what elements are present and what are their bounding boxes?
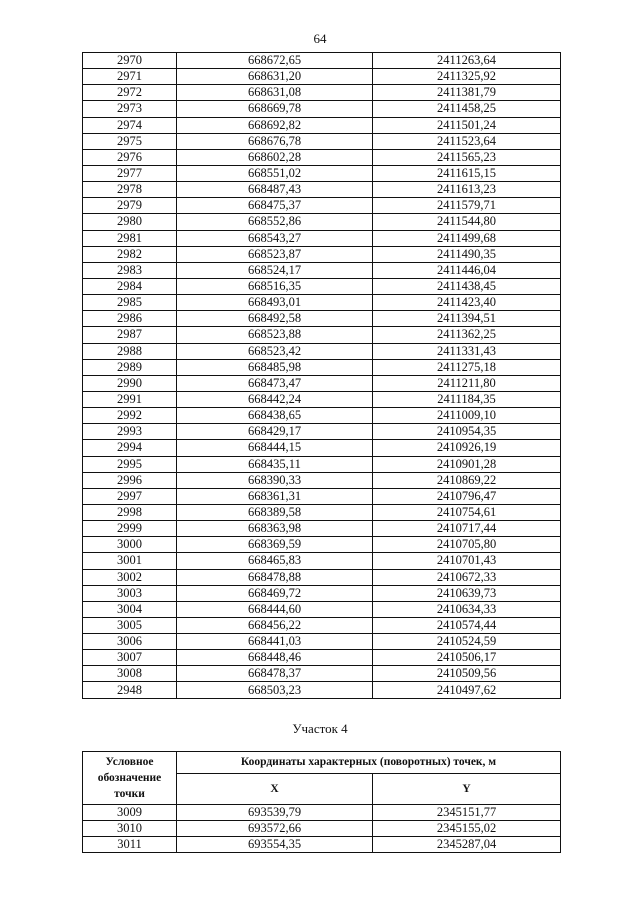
section-table-header xyxy=(83,752,561,805)
table-row xyxy=(83,359,561,375)
table-row xyxy=(83,69,561,85)
table-row xyxy=(83,650,561,666)
y-coordinate-cell: 2411381,79 xyxy=(373,85,561,101)
table-row xyxy=(83,117,561,133)
point-number-cell: 2971 xyxy=(83,69,177,85)
point-number-cell: 2999 xyxy=(83,521,177,537)
table-row xyxy=(83,165,561,181)
table-row xyxy=(83,537,561,553)
x-coordinate-cell: 668493,01 xyxy=(177,295,373,311)
x-coordinate-cell: 668473,47 xyxy=(177,375,373,391)
y-coordinate-cell: 2410717,44 xyxy=(373,521,561,537)
y-coordinate-cell: 2411394,51 xyxy=(373,311,561,327)
point-number-cell: 2996 xyxy=(83,472,177,488)
table-row xyxy=(83,805,561,821)
y-coordinate-cell: 2411501,24 xyxy=(373,117,561,133)
table-row xyxy=(83,821,561,837)
table-row xyxy=(83,295,561,311)
point-number-cell: 2972 xyxy=(83,85,177,101)
table-row xyxy=(83,214,561,230)
point-number-cell: 2986 xyxy=(83,311,177,327)
table-row xyxy=(83,149,561,165)
point-number-cell: 2990 xyxy=(83,375,177,391)
point-number-cell: 2976 xyxy=(83,149,177,165)
y-coordinate-cell: 2411544,80 xyxy=(373,214,561,230)
y-coordinate-cell: 2410701,43 xyxy=(373,553,561,569)
table-row xyxy=(83,837,561,853)
table-row xyxy=(83,246,561,262)
point-number-cell: 2984 xyxy=(83,278,177,294)
y-coordinate-cell: 2411565,23 xyxy=(373,149,561,165)
y-coordinate-cell: 2345151,77 xyxy=(373,805,561,821)
y-coordinate-cell: 2410954,35 xyxy=(373,424,561,440)
table-row xyxy=(83,472,561,488)
x-coordinate-cell: 668523,42 xyxy=(177,343,373,359)
point-number-cell: 2973 xyxy=(83,101,177,117)
point-number-cell: 2998 xyxy=(83,504,177,520)
y-coordinate-cell: 2410506,17 xyxy=(373,650,561,666)
y-coordinate-cell: 2411184,35 xyxy=(373,391,561,407)
point-number-cell: 2979 xyxy=(83,198,177,214)
y-coordinate-cell: 2410901,28 xyxy=(373,456,561,472)
point-number-cell: 3005 xyxy=(83,617,177,633)
point-number-cell: 2988 xyxy=(83,343,177,359)
x-coordinate-cell: 668523,88 xyxy=(177,327,373,343)
table-row xyxy=(83,182,561,198)
table-row xyxy=(83,682,561,698)
table-row xyxy=(83,53,561,69)
y-coordinate-cell: 2411499,68 xyxy=(373,230,561,246)
x-coordinate-cell: 668469,72 xyxy=(177,585,373,601)
y-coordinate-cell: 2411615,15 xyxy=(373,165,561,181)
y-coordinate-cell: 2411446,04 xyxy=(373,262,561,278)
point-number-cell: 2989 xyxy=(83,359,177,375)
x-coordinate-cell: 668429,17 xyxy=(177,424,373,440)
y-coordinate-cell: 2410672,33 xyxy=(373,569,561,585)
table-row xyxy=(83,262,561,278)
table-row xyxy=(83,634,561,650)
page-number: 64 xyxy=(313,31,327,46)
x-coordinate-cell: 693554,35 xyxy=(177,837,373,853)
table-row xyxy=(83,343,561,359)
point-number-cell: 2974 xyxy=(83,117,177,133)
x-coordinate-cell: 668602,28 xyxy=(177,149,373,165)
section-table-body xyxy=(83,805,561,853)
x-coordinate-cell: 668672,65 xyxy=(177,53,373,69)
x-coordinate-cell: 668631,08 xyxy=(177,85,373,101)
x-coordinate-cell: 693539,79 xyxy=(177,805,373,821)
y-coordinate-cell: 2411211,80 xyxy=(373,375,561,391)
y-coordinate-cell: 2410524,59 xyxy=(373,634,561,650)
x-coordinate-cell: 668363,98 xyxy=(177,521,373,537)
y-coordinate-cell: 2410754,61 xyxy=(373,504,561,520)
x-coordinate-cell: 668552,86 xyxy=(177,214,373,230)
x-coordinate-cell: 668478,37 xyxy=(177,666,373,682)
table-row xyxy=(83,278,561,294)
x-coordinate-cell: 668389,58 xyxy=(177,504,373,520)
table-row xyxy=(83,101,561,117)
point-number-cell: 2985 xyxy=(83,295,177,311)
y-coordinate-cell: 2411458,25 xyxy=(373,101,561,117)
x-coordinate-cell: 668465,83 xyxy=(177,553,373,569)
point-number-cell: 2978 xyxy=(83,182,177,198)
table-row xyxy=(83,311,561,327)
point-number-cell: 3000 xyxy=(83,537,177,553)
x-column-header: X xyxy=(177,774,373,805)
point-number-cell: 2987 xyxy=(83,327,177,343)
x-coordinate-cell: 668492,58 xyxy=(177,311,373,327)
y-coordinate-cell: 2411009,10 xyxy=(373,408,561,424)
y-coordinate-cell: 2410869,22 xyxy=(373,472,561,488)
table-row xyxy=(83,601,561,617)
table-row xyxy=(83,585,561,601)
table-row xyxy=(83,327,561,343)
point-number-cell: 2997 xyxy=(83,488,177,504)
x-coordinate-cell: 668524,17 xyxy=(177,262,373,278)
point-number-cell: 3008 xyxy=(83,666,177,682)
point-number-cell: 2995 xyxy=(83,456,177,472)
y-coordinate-cell: 2411490,35 xyxy=(373,246,561,262)
y-coordinate-cell: 2411523,64 xyxy=(373,133,561,149)
y-coordinate-cell: 2411325,92 xyxy=(373,69,561,85)
x-coordinate-cell: 668438,65 xyxy=(177,408,373,424)
table-row xyxy=(83,617,561,633)
y-coordinate-cell: 2345287,04 xyxy=(373,837,561,853)
point-number-cell: 3003 xyxy=(83,585,177,601)
x-coordinate-cell: 668475,37 xyxy=(177,198,373,214)
point-number-cell: 2982 xyxy=(83,246,177,262)
table-row xyxy=(83,521,561,537)
point-number-cell: 3009 xyxy=(83,805,177,821)
coords-header: Координаты характерных (поворотных) точек, м xyxy=(177,752,561,774)
y-coordinate-cell: 2410497,62 xyxy=(373,682,561,698)
point-number-cell: 2970 xyxy=(83,53,177,69)
x-coordinate-cell: 668390,33 xyxy=(177,472,373,488)
coordinates-table-body xyxy=(83,53,561,699)
y-coordinate-cell: 2410705,80 xyxy=(373,537,561,553)
table-row xyxy=(83,440,561,456)
section-title: Участок 4 xyxy=(292,721,348,736)
table-row xyxy=(83,553,561,569)
point-number-cell: 2981 xyxy=(83,230,177,246)
point-number-cell: 3002 xyxy=(83,569,177,585)
point-number-cell: 2980 xyxy=(83,214,177,230)
table-row xyxy=(83,230,561,246)
x-coordinate-cell: 668435,11 xyxy=(177,456,373,472)
x-coordinate-cell: 668543,27 xyxy=(177,230,373,246)
x-coordinate-cell: 668361,31 xyxy=(177,488,373,504)
coordinates-table xyxy=(82,52,561,699)
point-number-cell: 2977 xyxy=(83,165,177,181)
point-number-cell: 2948 xyxy=(83,682,177,698)
point-number-cell: 2983 xyxy=(83,262,177,278)
x-coordinate-cell: 668487,43 xyxy=(177,182,373,198)
table-row xyxy=(83,569,561,585)
x-coordinate-cell: 668516,35 xyxy=(177,278,373,294)
x-coordinate-cell: 668523,87 xyxy=(177,246,373,262)
table-row xyxy=(83,375,561,391)
x-coordinate-cell: 668442,24 xyxy=(177,391,373,407)
y-coordinate-cell: 2411275,18 xyxy=(373,359,561,375)
x-coordinate-cell: 668692,82 xyxy=(177,117,373,133)
x-coordinate-cell: 668369,59 xyxy=(177,537,373,553)
point-number-cell: 3006 xyxy=(83,634,177,650)
table-row xyxy=(83,666,561,682)
table-row xyxy=(83,456,561,472)
y-coordinate-cell: 2411613,23 xyxy=(373,182,561,198)
x-coordinate-cell: 668456,22 xyxy=(177,617,373,633)
y-coordinate-cell: 2410574,44 xyxy=(373,617,561,633)
x-coordinate-cell: 668441,03 xyxy=(177,634,373,650)
point-number-cell: 3010 xyxy=(83,821,177,837)
y-coordinate-cell: 2411438,45 xyxy=(373,278,561,294)
table-row xyxy=(83,488,561,504)
table-row xyxy=(83,424,561,440)
table-row xyxy=(83,85,561,101)
x-coordinate-cell: 668478,88 xyxy=(177,569,373,585)
x-coordinate-cell: 668631,20 xyxy=(177,69,373,85)
point-label-header: Условное обозначение точки xyxy=(83,752,177,805)
point-number-cell: 2991 xyxy=(83,391,177,407)
x-coordinate-cell: 668448,46 xyxy=(177,650,373,666)
y-coordinate-cell: 2410796,47 xyxy=(373,488,561,504)
y-coordinate-cell: 2411331,43 xyxy=(373,343,561,359)
y-coordinate-cell: 2410926,19 xyxy=(373,440,561,456)
x-coordinate-cell: 668503,23 xyxy=(177,682,373,698)
point-number-cell: 3007 xyxy=(83,650,177,666)
y-coordinate-cell: 2411423,40 xyxy=(373,295,561,311)
point-number-cell: 3001 xyxy=(83,553,177,569)
point-number-cell: 2992 xyxy=(83,408,177,424)
section-coordinates-table xyxy=(82,751,561,853)
x-coordinate-cell: 668669,78 xyxy=(177,101,373,117)
x-coordinate-cell: 668551,02 xyxy=(177,165,373,181)
table-row xyxy=(83,408,561,424)
point-number-cell: 3011 xyxy=(83,837,177,853)
y-coordinate-cell: 2410639,73 xyxy=(373,585,561,601)
y-coordinate-cell: 2410634,33 xyxy=(373,601,561,617)
table-row xyxy=(83,133,561,149)
table-row xyxy=(83,391,561,407)
point-number-cell: 3004 xyxy=(83,601,177,617)
y-coordinate-cell: 2345155,02 xyxy=(373,821,561,837)
table-row xyxy=(83,198,561,214)
y-coordinate-cell: 2411263,64 xyxy=(373,53,561,69)
x-coordinate-cell: 693572,66 xyxy=(177,821,373,837)
point-number-cell: 2993 xyxy=(83,424,177,440)
y-coordinate-cell: 2410509,56 xyxy=(373,666,561,682)
table-row xyxy=(83,504,561,520)
y-coordinate-cell: 2411362,25 xyxy=(373,327,561,343)
point-number-cell: 2994 xyxy=(83,440,177,456)
x-coordinate-cell: 668676,78 xyxy=(177,133,373,149)
y-coordinate-cell: 2411579,71 xyxy=(373,198,561,214)
y-column-header: Y xyxy=(373,774,561,805)
x-coordinate-cell: 668485,98 xyxy=(177,359,373,375)
x-coordinate-cell: 668444,60 xyxy=(177,601,373,617)
x-coordinate-cell: 668444,15 xyxy=(177,440,373,456)
point-number-cell: 2975 xyxy=(83,133,177,149)
